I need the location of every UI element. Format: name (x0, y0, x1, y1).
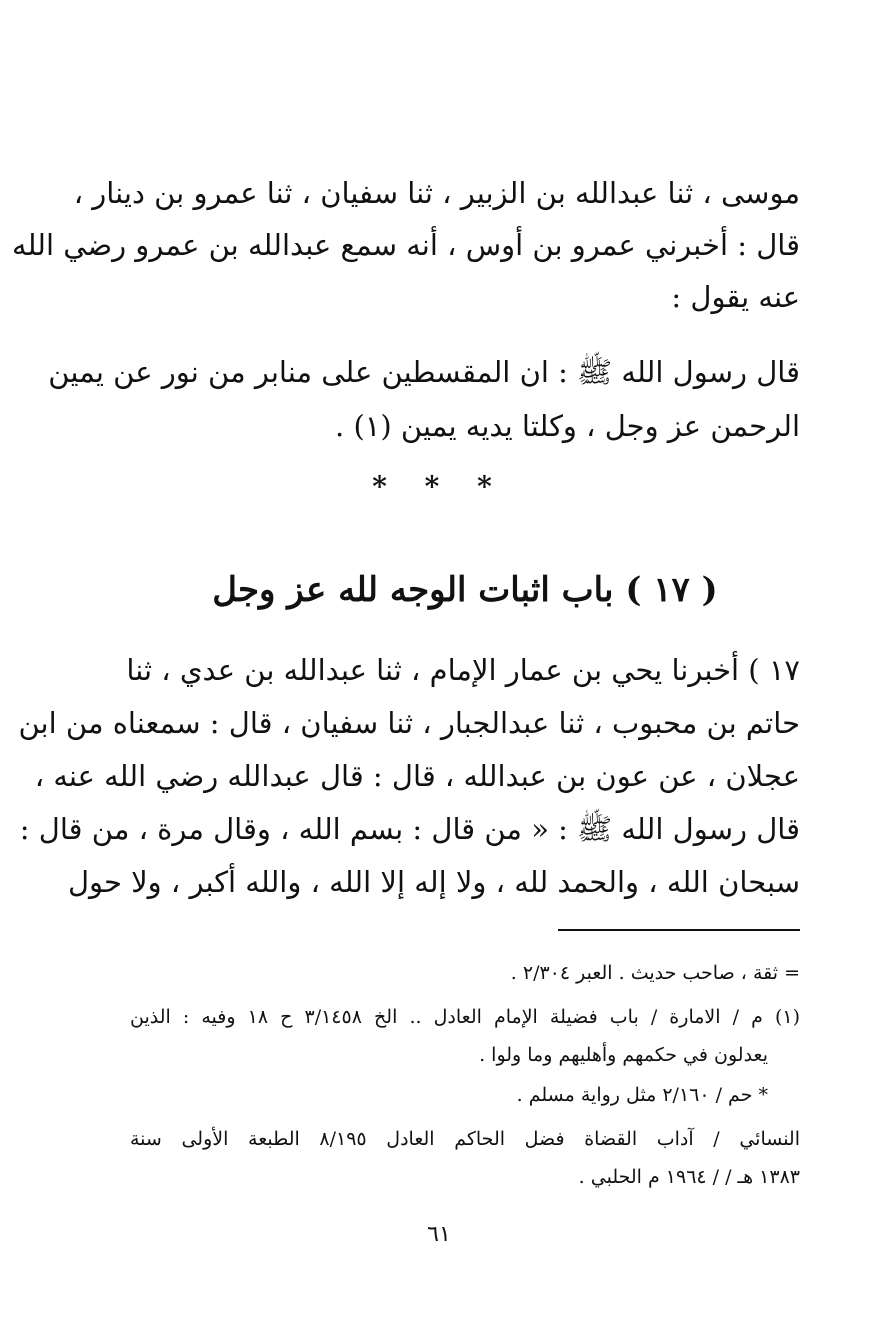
section-separator: * * * (372, 470, 506, 503)
body-line: قال رسول الله ﷺ : « من قال : بسم الله ، وقال مرة ، من قال : (19, 812, 800, 846)
body-line: قال رسول الله ﷺ : ان المقسطين على منابر من نور عن يمين (48, 355, 800, 389)
footnote-line: النسائي / آداب القضاة فضل الحاكم العادل ٨/١٩٥ الطبعة الأولى سنة (130, 1128, 800, 1150)
page-number: ٦١ (427, 1222, 451, 1247)
body-line: موسى ، ثنا عبدالله بن الزبير ، ثنا سفيان ، ثنا عمرو بن دينار ، (73, 176, 800, 210)
body-line: قال : أخبرني عمرو بن أوس ، أنه سمع عبدالله بن عمرو رضي الله (12, 228, 800, 262)
footnote-line: (١) م / الامارة / باب فضيلة الإمام العادل .. الخ ٣/١٤٥٨ ح ١٨ وفيه : الذين (130, 1006, 800, 1028)
body-line: الرحمن عز وجل ، وكلتا يديه يمين (١) . (335, 409, 800, 443)
footnote-line: يعدلون في حكمهم وأهليهم وما ولوا . (479, 1044, 768, 1066)
footnote-divider (558, 929, 800, 931)
body-line: حاتم بن محبوب ، ثنا عبدالجبار ، ثنا سفيان ، قال : سمعناه من ابن (18, 706, 800, 740)
footnote-line: ١٣٨٣ هـ / / ١٩٦٤ م الحلبي . (578, 1166, 800, 1188)
body-line: عجلان ، عن عون بن عبدالله ، قال : قال عبدالله رضي الله عنه ، (34, 759, 800, 793)
body-line: سبحان الله ، والحمد لله ، ولا إله إلا الله ، والله أكبر ، ولا حول (67, 865, 800, 899)
footnote-line: = ثقة ، صاحب حديث . العبر ٢/٣٠٤ . (510, 962, 800, 984)
body-line: عنه يقول : (671, 280, 800, 314)
body-line: ١٧ ) أخبرنا يحي بن عمار الإمام ، ثنا عبدالله بن عدي ، ثنا (126, 653, 800, 687)
chapter-heading: ( ١٧ ) باب اثبات الوجه لله عز وجل (212, 570, 718, 610)
footnote-line: * حم / ٢/١٦٠ مثل رواية مسلم . (516, 1084, 768, 1106)
